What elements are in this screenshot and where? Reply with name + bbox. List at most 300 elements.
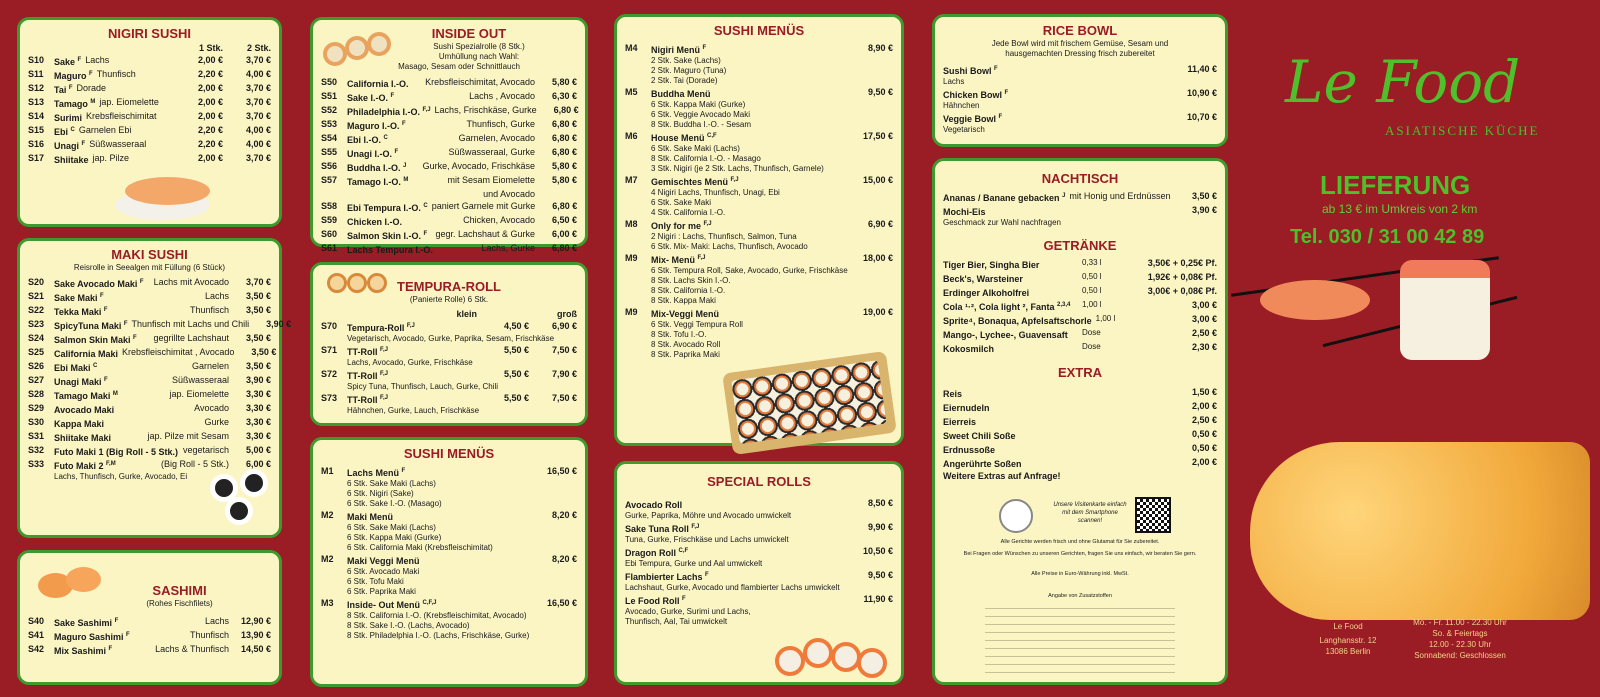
item-code: M9	[625, 253, 638, 263]
item-size: 0,33 l	[1082, 258, 1102, 267]
item-desc	[1023, 271, 1082, 285]
item-code: S33	[28, 459, 45, 469]
item-sup: F	[390, 93, 395, 99]
item-desc: Lachs, Gurke	[481, 243, 535, 253]
menu-row	[943, 63, 1217, 77]
item-line: 6 Stk. Kappa Maki (Gurke)	[651, 100, 746, 109]
item-name-text: Chicken I.-O.	[347, 217, 403, 227]
menu-row	[28, 304, 271, 318]
item-sup: C,F,J	[422, 600, 437, 606]
item-name-text: Flambierter Lachs	[625, 572, 703, 582]
item-desc: Lachs , Avocado	[469, 91, 535, 101]
tempura-panel	[310, 262, 588, 426]
item-name-text: Sake Tuna Roll	[625, 524, 689, 534]
item-desc	[995, 442, 1175, 456]
item-name-text: Buddha I.-O.	[347, 163, 401, 173]
item-note: Lachshaut, Gurke, Avocado und flambierter Lachs umwickelt	[625, 583, 840, 592]
item-line: 8 Stk. Sake I.-O. (Lachs, Avocado)	[347, 621, 470, 630]
item-desc: Avocado	[194, 403, 229, 413]
item-desc: Thunfisch	[96, 69, 136, 79]
item-name-text: California Maki	[54, 349, 119, 359]
item-name-text: Chicken Bowl	[943, 90, 1003, 100]
item-name-text: Tai	[54, 85, 67, 95]
item-name	[54, 416, 104, 430]
menu-row	[943, 442, 1217, 456]
menu-row	[625, 42, 893, 56]
menu-row	[625, 306, 893, 320]
item-name-text: Sushi Bowl	[943, 66, 992, 76]
item-desc: Chicken, Avocado	[463, 215, 535, 225]
logo-seal	[999, 499, 1033, 533]
item-line: 8 Stk. California I.-O. - Masago	[651, 154, 761, 163]
item-price-1: 2,00 €	[197, 153, 223, 163]
menu-row	[625, 174, 893, 188]
item-price-2: 3,70 €	[245, 55, 271, 65]
item-name	[943, 111, 1002, 125]
item-name	[54, 360, 97, 374]
menu-row	[321, 174, 577, 188]
item-name	[943, 327, 1068, 341]
item-desc: (Big Roll - 5 Stk.)	[160, 459, 229, 469]
item-price: 6,80 €	[551, 119, 577, 129]
item-name-text: SpicyTuna Maki	[54, 321, 122, 331]
item-price-2: 4,00 €	[245, 139, 271, 149]
item-line: 6 Stk. Sake Maki (Lachs)	[347, 479, 436, 488]
item-sup: F,M	[106, 461, 116, 467]
item-name-text: Sweet Chili Soße	[943, 431, 1016, 441]
item-price: 2,00 €	[1191, 457, 1217, 467]
item-desc	[998, 63, 1175, 77]
item-name	[943, 271, 1023, 285]
item-note: Hähnchen, Gurke, Lauch, Frischkäse	[347, 406, 480, 415]
item-code: S56	[321, 161, 338, 171]
item-sup: C,F	[678, 548, 689, 554]
item-desc: mit Honig und Erdnüssen	[1069, 191, 1171, 201]
item-note: Ebi Tempura, Gurke und Aal umwickelt	[625, 559, 763, 568]
item-desc	[962, 386, 1175, 400]
menu-row	[625, 252, 893, 266]
item-sup: F,J	[691, 524, 700, 530]
nigiri-panel	[17, 17, 282, 227]
item-name-text: Kappa Maki	[54, 419, 105, 429]
special-panel	[614, 461, 904, 685]
item-name	[54, 402, 114, 416]
menu-row	[321, 509, 577, 523]
item-name	[54, 54, 81, 68]
item-price: 12,90 €	[240, 616, 271, 626]
col-klein: klein	[456, 309, 477, 319]
item-name-text: Sake Maki	[54, 293, 98, 303]
item-name	[347, 76, 409, 90]
item-price: 9,50 €	[867, 570, 893, 580]
menu-row	[28, 332, 271, 346]
item-sup: F,J	[730, 177, 739, 183]
item-desc	[1002, 111, 1175, 125]
item-name-text: Tekka Maki	[54, 307, 102, 317]
item-sup: F	[994, 66, 998, 72]
item-name-text: Eierreis	[943, 417, 977, 427]
menu-row	[625, 130, 893, 144]
item-sup: M	[112, 391, 118, 397]
special-title: SPECIAL ROLLS	[707, 474, 811, 489]
item-code: M6	[625, 131, 638, 141]
item-name-text: Salmon Skin I.-O.	[347, 231, 422, 241]
item-name-text: Tamago Maki	[54, 391, 111, 401]
item-desc: jap. Eiomelette	[99, 97, 159, 107]
item-code: S27	[28, 375, 45, 385]
drinks-panel	[932, 158, 1228, 685]
item-desc: Krebsfleischimitat , Avocado	[122, 347, 235, 357]
item-name	[347, 368, 388, 382]
item-price: 3,50 €	[245, 333, 271, 343]
extra-note: Weitere Extras auf Anfrage!	[943, 471, 1061, 481]
item-desc	[388, 368, 481, 382]
menu-row	[28, 96, 271, 110]
item-price: 3,00€ + 0,08€ Pf.	[1147, 286, 1217, 296]
item-code: M3	[321, 598, 334, 608]
menu-row	[625, 218, 893, 232]
item-name	[943, 414, 976, 428]
item-name-text: Sake I.-O.	[347, 93, 389, 103]
qr-code	[1135, 497, 1171, 533]
item-price: 5,80 €	[551, 161, 577, 171]
item-note: Tuna, Gurke, Frischkäse und Lachs umwickelt	[625, 535, 789, 544]
item-name	[54, 629, 130, 643]
item-line: 6 Stk. Mix- Maki: Lachs, Thunfisch, Avocado	[651, 242, 808, 251]
item-desc: Süßwasseraal	[171, 375, 229, 385]
item-sup: F	[133, 335, 137, 341]
menu-row	[321, 90, 577, 104]
item-price: 3,30 €	[245, 403, 271, 413]
menu-row	[321, 597, 577, 611]
item-code: M4	[625, 43, 638, 53]
extra-title: EXTRA	[1057, 365, 1103, 380]
item-code: S58	[321, 201, 338, 211]
item-name	[625, 569, 709, 583]
item-price-1: 2,20 €	[197, 69, 223, 79]
hours-2: So. & Feiertags	[1432, 629, 1488, 638]
item-line: 8 Stk. Tofu I.-O.	[651, 330, 707, 339]
menu-row	[28, 643, 271, 657]
item-code: S52	[321, 105, 338, 115]
item-price: 6,90 €	[867, 219, 893, 229]
item-line: 2 Stk. Maguro (Tuna)	[651, 66, 727, 75]
menu-row	[321, 368, 577, 382]
hours-3: 12.00 - 22.30 Uhr	[1428, 640, 1492, 649]
item-price-2: 7,50 €	[551, 393, 577, 403]
menu-row	[321, 160, 577, 174]
item-price: 11,90 €	[863, 594, 893, 604]
item-name	[347, 132, 388, 146]
item-name-text: TT-Roll	[347, 395, 378, 405]
item-price: 6,00 €	[551, 229, 577, 239]
item-price-1: 2,20 €	[197, 125, 223, 135]
item-desc	[415, 320, 481, 334]
item-note: Vegetarisch, Avocado, Gurke, Paprika, Sesam, Frischkäse	[347, 334, 555, 343]
item-name-text: Eiernudeln	[943, 403, 990, 413]
insideout-list	[321, 76, 577, 188]
item-code: M2	[321, 554, 334, 564]
menu-row	[321, 200, 577, 214]
menu-row	[28, 402, 271, 416]
item-code: M9	[625, 307, 638, 317]
item-sup: F,J	[697, 255, 706, 261]
menu-row	[625, 545, 893, 559]
item-price: 2,00 €	[1191, 401, 1217, 411]
menus1-panel	[310, 437, 588, 687]
item-code: S54	[321, 133, 338, 143]
item-desc	[686, 593, 851, 607]
rice-sub1: Jede Bowl wird mit frischem Gemüse, Sesam und	[991, 39, 1169, 48]
item-price: 2,50 €	[1191, 415, 1217, 425]
item-name-text: Tamago	[54, 99, 88, 109]
menu-row	[321, 104, 577, 118]
sashimi-subtitle: (Rohes Fischfilets)	[146, 599, 213, 608]
item-code: S40	[28, 616, 45, 626]
item-price: 3,30 €	[245, 431, 271, 441]
insideout-sub2: Umhüllung nach Wahl:	[438, 52, 520, 61]
item-name-text: Ananas / Banane gebacken	[943, 193, 1060, 203]
menu-row	[943, 257, 1217, 271]
menu-row	[943, 327, 1217, 341]
item-sup: F	[139, 279, 144, 285]
item-name-text: Maguro I.-O.	[347, 121, 400, 131]
sushi-platter-image	[722, 351, 897, 455]
item-desc	[719, 306, 851, 320]
menu-row	[943, 400, 1217, 414]
tempura-list	[321, 320, 577, 416]
item-price-2: 4,00 €	[245, 125, 271, 135]
item-name	[347, 90, 394, 104]
item-note: Lachs, Avocado, Gurke, Frischkäse	[347, 358, 473, 367]
item-line: 2 Nigiri : Lachs, Thunfisch, Salmon, Tuna	[651, 232, 797, 241]
item-code: S31	[28, 431, 45, 441]
item-name	[651, 86, 711, 100]
item-sup: F,J	[422, 107, 431, 113]
item-sup: F,J	[380, 395, 389, 401]
nigiri-list	[28, 54, 271, 166]
item-sup: J	[1062, 193, 1066, 199]
item-code: S11	[28, 69, 44, 79]
item-price: 1,50 €	[1191, 387, 1217, 397]
item-desc: jap. Pilze	[92, 153, 130, 163]
item-name	[347, 200, 428, 214]
item-desc	[437, 597, 535, 611]
item-name	[943, 204, 986, 218]
insideout-sub3: Masago, Sesam oder Schnittlauch	[398, 62, 520, 71]
item-price-1: 5,50 €	[503, 393, 529, 403]
item-name-text: Ebi I.-O.	[347, 135, 382, 145]
menu-row	[943, 190, 1217, 204]
item-note: Gurke, Paprika, Möhre und Avocado umwickelt	[625, 511, 792, 520]
item-name	[54, 332, 137, 346]
additives-list-image	[985, 605, 1175, 679]
item-name-text: Reis	[943, 389, 963, 399]
item-name-text: Cola ¹·², Cola light ², Fanta	[943, 302, 1055, 312]
item-name	[347, 392, 388, 406]
item-name	[54, 318, 128, 332]
item-name-text: Kokosmilch	[943, 344, 995, 354]
item-code: S25	[28, 347, 45, 357]
item-name-text: Mochi-Eis	[943, 207, 986, 217]
menu-row	[28, 388, 271, 402]
menu-row	[28, 615, 271, 629]
item-name	[54, 374, 108, 388]
item-name	[651, 218, 712, 232]
item-desc	[393, 509, 535, 523]
fine-print-3: Alle Preise in Euro-Währung inkl. MwSt.	[1031, 571, 1129, 577]
item-name-text: Beck's, Warsteiner	[943, 274, 1023, 284]
item-desc: Lachs mit Avocado	[153, 277, 229, 287]
item-desc: Lachs	[85, 55, 110, 65]
item-size: 1,00 l	[1082, 300, 1102, 309]
item-price: 6,30 €	[551, 91, 577, 101]
item-price-1: 5,50 €	[503, 345, 529, 355]
item-line: 6 Stk. Paprika Maki	[347, 587, 416, 596]
item-desc: Süßwasseraal	[89, 139, 147, 149]
menu-row	[28, 416, 271, 430]
item-line: 6 Stk. Sake Maki (Lachs)	[651, 144, 740, 153]
item-desc	[1022, 456, 1175, 470]
item-name-text: Le Food Roll	[625, 596, 680, 606]
tagline: ASIATISCHE KÜCHE	[1385, 123, 1540, 138]
item-name	[943, 190, 1065, 204]
tempura-subtitle: (Panierte Rolle) 6 Stk.	[409, 295, 489, 304]
item-desc	[1039, 257, 1082, 271]
item-price-1: 5,50 €	[503, 369, 529, 379]
item-name	[943, 341, 994, 355]
item-name	[651, 174, 739, 188]
item-sup: C,F	[707, 133, 717, 139]
item-code: S51	[321, 91, 338, 101]
item-desc	[388, 344, 481, 358]
item-desc: mit Sesam Eiomelette	[447, 175, 535, 185]
item-price: 13,90 €	[240, 630, 271, 640]
delivery-title: LIEFERUNG	[1320, 170, 1471, 200]
item-desc: Gurke, Avocado, Frischkäse	[422, 161, 535, 171]
item-desc: Garnelen, Avocado	[458, 133, 535, 143]
item-name-text: Veggie Bowl	[943, 114, 997, 124]
item-name-text: Maki Menü	[347, 512, 394, 522]
item-price: 15,00 €	[862, 175, 893, 185]
item-name-text: Futo Maki 1 (Big Roll - 5 Stk.)	[54, 447, 179, 457]
menu-row	[943, 456, 1217, 470]
item-line: 6 Stk. California Maki (Krebsfleischimitat)	[347, 543, 493, 552]
item-name	[54, 304, 108, 318]
item-sup: F	[1004, 90, 1009, 96]
item-desc: Gurke	[204, 417, 229, 427]
item-name-text: Shiitake	[54, 155, 89, 165]
menu-row	[943, 341, 1217, 355]
item-name	[943, 285, 1029, 299]
item-price: 6,50 €	[551, 215, 577, 225]
item-name	[347, 553, 420, 567]
item-desc	[682, 497, 851, 511]
item-sup: F	[682, 596, 686, 602]
item-sup: F	[103, 307, 108, 313]
item-sup: F	[114, 618, 119, 624]
item-code: S71	[321, 345, 338, 355]
menu-row	[28, 54, 271, 68]
item-sup: F	[998, 114, 1003, 120]
col-2stk: 2 Stk.	[246, 43, 271, 53]
item-price: 2,50 €	[1191, 328, 1217, 338]
item-price: 8,90 €	[867, 43, 893, 53]
item-price: 19,00 €	[862, 307, 893, 317]
item-name	[54, 444, 178, 458]
menu-row	[625, 569, 893, 583]
brand-area	[1240, 10, 1600, 697]
menu-row	[321, 392, 577, 406]
item-price: 3,50 €	[251, 347, 277, 357]
item-sup: F	[68, 85, 73, 91]
rice-panel	[932, 14, 1228, 147]
item-note: Hähnchen	[943, 101, 980, 110]
menu-row	[321, 132, 577, 146]
item-code: M2	[321, 510, 334, 520]
item-price: 9,90 €	[867, 522, 893, 532]
item-price: 5,00 €	[245, 445, 271, 455]
special-image	[775, 634, 890, 682]
item-name	[347, 104, 431, 118]
insideout-panel	[310, 17, 588, 255]
item-code: S14	[28, 111, 45, 121]
item-name-text: Tiger Bier, Singha Bier	[943, 260, 1040, 270]
item-code: S20	[28, 277, 45, 287]
item-price: 11,40 €	[1187, 64, 1217, 74]
menu-row	[28, 318, 292, 332]
item-code: S41	[28, 630, 45, 640]
item-code: S28	[28, 389, 45, 399]
item-desc	[1008, 87, 1175, 101]
roll-image	[1400, 260, 1490, 360]
item-sup: F,J	[406, 323, 415, 329]
item-sup: F	[702, 45, 707, 51]
item-name-text: California I.-O.	[347, 79, 409, 89]
menu-row	[28, 360, 271, 374]
item-sup: 2,3,4	[1057, 302, 1071, 308]
qr-text: Unsere Visitenkarte einfach mit dem Smartphone scannen!	[1053, 502, 1127, 524]
insideout-image	[323, 32, 403, 72]
item-line: 6 Stk. Avocado Maki	[347, 567, 420, 576]
item-name-text: Avocado Maki	[54, 405, 115, 415]
maki-title: MAKI SUSHI	[111, 247, 188, 262]
item-name	[651, 130, 717, 144]
item-name	[347, 118, 406, 132]
item-line: 8 Stk. Kappa Maki	[651, 296, 716, 305]
item-desc: vegetarisch	[182, 445, 229, 455]
sashimi-panel	[17, 550, 282, 685]
menu-row	[625, 497, 893, 511]
item-sup: M	[90, 99, 96, 105]
item-name	[347, 214, 402, 228]
maki-image	[210, 469, 280, 529]
fine-print-2: Bei Fragen oder Wünschen zu unseren Gerichten, fragen Sie uns einfach, wir beraten Sie gern.	[963, 551, 1197, 557]
item-price: 3,70 €	[245, 277, 271, 287]
item-price-2: 3,70 €	[245, 111, 271, 121]
item-sup: F	[104, 377, 108, 383]
insideout-list-2	[321, 200, 577, 256]
item-line: 4 Nigiri Lachs, Thunfisch, Unagi, Ebi	[651, 188, 780, 197]
item-code: S72	[321, 369, 338, 379]
item-name	[943, 313, 1092, 327]
item-name	[943, 63, 998, 77]
nigiri-shrimp-image	[1260, 280, 1370, 320]
menu-row	[28, 629, 271, 643]
item-name	[347, 320, 415, 334]
col-gross: groß	[557, 309, 577, 319]
item-sup: F	[705, 572, 709, 578]
